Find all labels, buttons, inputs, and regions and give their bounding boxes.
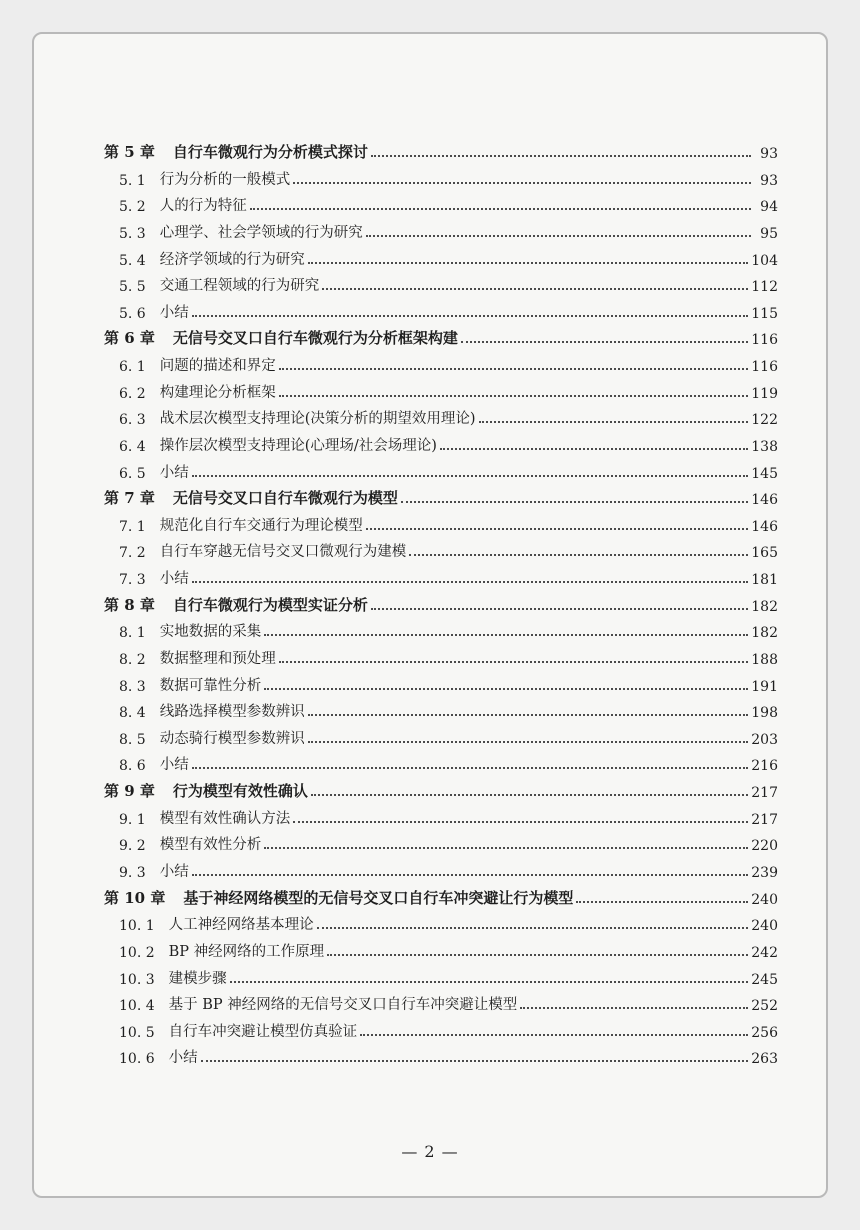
- toc-entry-number: 8. 3: [119, 678, 146, 695]
- dot-leader: [401, 501, 748, 503]
- toc-entry-page: 256: [751, 1024, 778, 1041]
- toc-entry-number: 7. 3: [119, 572, 146, 589]
- toc-entry-title: 线路选择模型参数辨识: [159, 704, 305, 721]
- toc-section-entry[interactable]: [34, 566, 826, 588]
- toc-entry-title: 自行车冲突避让模型仿真验证: [168, 1023, 358, 1040]
- toc-entry-title: 小结: [159, 757, 189, 774]
- toc-section-entry[interactable]: [34, 1045, 826, 1067]
- dot-leader: [279, 395, 749, 397]
- dot-leader: [230, 981, 749, 983]
- dot-leader: [366, 235, 751, 237]
- dot-leader: [311, 794, 748, 796]
- toc-entry-number: 5. 4: [119, 252, 146, 269]
- toc-entry-number: 第 8 章: [104, 595, 155, 614]
- toc-entry-title: 无信号交叉口自行车微观行为分析框架构建: [172, 329, 458, 348]
- toc-section-entry[interactable]: [34, 539, 826, 561]
- toc-entry-page: 94: [760, 199, 778, 216]
- toc-entry-label: [119, 381, 276, 402]
- dot-leader: [264, 847, 748, 849]
- toc-entry-number: 10. 1: [119, 918, 155, 935]
- toc-entry-page: 122: [751, 412, 778, 429]
- toc-entry-number: 5. 5: [119, 279, 146, 296]
- toc-section-entry[interactable]: [34, 646, 826, 668]
- dot-leader: [308, 741, 749, 743]
- toc-entry-number: 8. 4: [119, 705, 146, 722]
- toc-section-entry[interactable]: [34, 406, 826, 428]
- toc-section-entry[interactable]: [34, 300, 826, 322]
- toc-entry-title: 行为分析的一般模式: [159, 171, 291, 188]
- toc-entry-page: 116: [751, 332, 778, 349]
- toc-entry-title: 交通工程领域的行为研究: [159, 278, 320, 295]
- toc-section-entry[interactable]: [34, 966, 826, 988]
- dot-leader: [409, 554, 748, 556]
- toc-chapter-entry[interactable]: [34, 593, 826, 615]
- toc-entry-title: 数据整理和预处理: [159, 650, 276, 667]
- toc-entry-title: 小结: [159, 464, 189, 481]
- toc-entry-title: 自行车微观行为分析模式探讨: [172, 143, 368, 161]
- toc-entry-page: 116: [751, 359, 778, 376]
- dot-leader: [192, 581, 749, 583]
- toc-section-entry[interactable]: [34, 726, 826, 748]
- toc-entry-page: 188: [751, 651, 778, 668]
- toc-section-entry[interactable]: [34, 433, 826, 455]
- toc-entry-number: 第 10 章: [104, 888, 166, 907]
- toc-entry-number: 10. 6: [119, 1051, 155, 1068]
- toc-entry-label: [119, 354, 276, 375]
- toc-section-entry[interactable]: [34, 859, 826, 881]
- toc-entry-title: 基于 BP 神经网络的无信号交叉口自行车冲突避让模型: [168, 997, 518, 1014]
- toc-entry-page: 115: [751, 305, 778, 322]
- dot-leader: [293, 821, 748, 823]
- toc-entry-label: [119, 567, 189, 588]
- toc-entry-label: [119, 461, 189, 482]
- toc-entry-page: 119: [751, 385, 778, 402]
- toc-entry-title: 模型有效性确认方法: [159, 810, 291, 827]
- dot-leader: [192, 315, 749, 317]
- toc-entry-title: 小结: [159, 571, 189, 588]
- toc-entry-title: 操作层次模型支持理论(心理场/社会场理论): [159, 437, 437, 454]
- toc-section-entry[interactable]: [34, 673, 826, 695]
- dot-leader: [576, 901, 748, 903]
- dot-leader: [279, 661, 749, 663]
- toc-entry-label: [119, 913, 314, 934]
- toc-entry-title: 无信号交叉口自行车微观行为模型: [172, 489, 398, 508]
- toc-entry-page: 217: [751, 811, 778, 828]
- toc-entry-title: 战术层次模型支持理论(决策分析的期望效用理论): [159, 411, 476, 428]
- toc-section-entry[interactable]: [34, 220, 826, 242]
- toc-entry-title: 人工神经网络基本理论: [168, 917, 314, 934]
- toc-entry-page: 216: [751, 758, 778, 775]
- toc-entry-number: 5. 2: [119, 199, 146, 216]
- dot-leader: [293, 182, 751, 184]
- toc-entry-label: [119, 647, 276, 668]
- toc-entry-number: 9. 1: [119, 811, 146, 828]
- toc-chapter-entry[interactable]: [34, 886, 826, 908]
- toc-entry-label: [119, 620, 261, 641]
- toc-entry-number: 10. 3: [119, 971, 155, 988]
- dot-leader: [360, 1034, 748, 1036]
- toc-chapter-entry[interactable]: [34, 326, 826, 348]
- toc-entry-label: [119, 807, 290, 828]
- toc-entry-page: 145: [751, 465, 778, 482]
- toc-entry-title: 人的行为特征: [159, 198, 247, 215]
- toc-entry-number: 7. 2: [119, 545, 146, 562]
- toc-entry-page: 198: [751, 705, 778, 722]
- toc-entry-page: 93: [760, 146, 778, 162]
- document-page: [32, 32, 828, 1198]
- toc-entry-title: 行为模型有效性确认: [172, 782, 308, 801]
- toc-section-entry[interactable]: [34, 832, 826, 854]
- toc-section-entry[interactable]: [34, 247, 826, 269]
- toc-section-entry[interactable]: [34, 619, 826, 641]
- toc-entry-number: 6. 1: [119, 359, 146, 376]
- dot-leader: [264, 688, 748, 690]
- toc-entry-page: 240: [751, 918, 778, 935]
- toc-entry-number: 10. 2: [119, 944, 155, 961]
- toc-entry-title: 模型有效性分析: [159, 837, 262, 854]
- toc-entry-label: [104, 327, 458, 348]
- toc-entry-label: [119, 407, 476, 428]
- toc-entry-number: 5. 3: [119, 225, 146, 242]
- toc-entry-number: 9. 3: [119, 865, 146, 881]
- toc-entry-page: 263: [751, 1051, 778, 1068]
- toc-entry-number: 第 6 章: [104, 329, 155, 348]
- toc-entry-page: 239: [751, 865, 778, 881]
- toc-entry-label: [119, 434, 437, 455]
- toc-entry-page: 146: [751, 518, 778, 535]
- toc-entry-label: [119, 674, 261, 695]
- toc-entry-page: 181: [751, 572, 778, 589]
- toc-entry-page: 112: [751, 279, 778, 296]
- toc-chapter-entry[interactable]: [34, 140, 826, 162]
- dot-leader: [520, 1007, 748, 1009]
- toc-entry-label: [119, 727, 305, 748]
- toc-entry-label: [119, 514, 363, 535]
- toc-entry-title: 小结: [159, 304, 189, 321]
- dot-leader: [250, 208, 751, 210]
- toc-entry-page: 182: [751, 598, 778, 615]
- dot-leader: [279, 368, 749, 370]
- toc-entry-page: 146: [751, 492, 778, 509]
- dot-leader: [461, 341, 748, 343]
- dot-leader: [371, 155, 751, 157]
- toc-entry-page: 220: [751, 838, 778, 855]
- toc-section-entry[interactable]: [34, 752, 826, 774]
- toc-entry-number: 5. 6: [119, 305, 146, 322]
- toc-entry-label: [119, 940, 324, 961]
- dot-leader: [308, 714, 749, 716]
- toc-entry-label: [119, 700, 305, 721]
- toc-entry-label: [119, 168, 290, 189]
- toc-entry-label: [119, 221, 363, 242]
- toc-entry-title: 小结: [159, 864, 189, 880]
- toc-section-entry[interactable]: [34, 353, 826, 375]
- toc-section-entry[interactable]: [34, 992, 826, 1014]
- dot-leader: [201, 1060, 749, 1062]
- toc-section-entry[interactable]: [34, 380, 826, 402]
- toc-entry-label: [119, 194, 247, 215]
- toc-chapter-entry[interactable]: [34, 779, 826, 801]
- toc-entry-number: 6. 5: [119, 465, 146, 482]
- dot-leader: [371, 608, 748, 610]
- toc-entry-number: 6. 3: [119, 412, 146, 429]
- toc-entry-title: 心理学、社会学领域的行为研究: [159, 224, 363, 241]
- toc-entry-page: 95: [760, 225, 778, 242]
- toc-entry-page: 240: [751, 891, 778, 908]
- toc-entry-page: 182: [751, 625, 778, 642]
- toc-entry-label: [119, 833, 261, 854]
- toc-entry-title: 建模步骤: [168, 970, 227, 987]
- toc-entry-title: 动态骑行模型参数辨识: [159, 730, 305, 747]
- toc-entry-number: 7. 1: [119, 518, 146, 535]
- toc-entry-label: [119, 753, 189, 774]
- toc-entry-number: 8. 2: [119, 651, 146, 668]
- dot-leader: [192, 475, 749, 477]
- dot-leader: [192, 874, 749, 876]
- toc-entry-title: 自行车微观行为模型实证分析: [172, 595, 368, 614]
- toc-section-entry[interactable]: [34, 273, 826, 295]
- toc-entry-number: 第 9 章: [104, 782, 155, 801]
- dot-leader: [264, 634, 748, 636]
- toc-section-entry[interactable]: [34, 460, 826, 482]
- toc-entry-page: 217: [751, 785, 778, 802]
- toc-entry-label: [119, 301, 189, 322]
- toc-entry-title: 问题的描述和界定: [159, 358, 276, 375]
- toc-entry-title: 经济学领域的行为研究: [159, 251, 305, 268]
- dot-leader: [327, 954, 748, 956]
- toc-chapter-entry[interactable]: [34, 486, 826, 508]
- toc-entry-page: 165: [751, 545, 778, 562]
- toc-entry-title: 数据可靠性分析: [159, 677, 262, 694]
- dot-leader: [366, 528, 749, 530]
- page-number: — 2 —: [401, 1142, 459, 1161]
- toc-entry-label: [119, 993, 517, 1014]
- toc-entry-page: 203: [751, 731, 778, 748]
- toc-entry-number: 9. 2: [119, 838, 146, 855]
- toc-section-entry[interactable]: [34, 806, 826, 828]
- dot-leader: [440, 448, 748, 450]
- toc-entry-label: [119, 860, 189, 881]
- toc-entry-page: 252: [751, 998, 778, 1015]
- toc-section-entry[interactable]: [34, 193, 826, 215]
- toc-entry-label: [104, 487, 398, 508]
- toc-entry-number: 第 5 章: [104, 143, 155, 161]
- toc-entry-label: [119, 967, 227, 988]
- toc-entry-label: [119, 274, 319, 295]
- toc-entry-label: [119, 540, 406, 561]
- toc-entry-number: 第 7 章: [104, 489, 155, 508]
- toc-entry-title: 基于神经网络模型的无信号交叉口自行车冲突避让行为模型: [183, 888, 574, 907]
- toc-entry-title: 自行车穿越无信号交叉口微观行为建模: [159, 544, 407, 561]
- toc-entry-page: 242: [751, 944, 778, 961]
- toc-entry-title: 实地数据的采集: [159, 624, 262, 641]
- toc-section-entry[interactable]: [34, 699, 826, 721]
- toc-entry-number: 6. 2: [119, 385, 146, 402]
- dot-leader: [317, 927, 749, 929]
- toc-section-entry[interactable]: [34, 167, 826, 189]
- toc-entry-page: 93: [760, 172, 778, 189]
- toc-entry-label: [119, 1020, 357, 1041]
- toc-entry-number: 10. 5: [119, 1024, 155, 1041]
- toc-entry-number: 6. 4: [119, 438, 146, 455]
- toc-entry-title: BP 神经网络的工作原理: [168, 943, 325, 960]
- toc-entry-title: 规范化自行车交通行为理论模型: [159, 517, 363, 534]
- toc-entry-number: 8. 1: [119, 625, 146, 642]
- toc-entry-page: 138: [751, 438, 778, 455]
- dot-leader: [192, 767, 749, 769]
- dot-leader: [322, 288, 748, 290]
- toc-entry-number: 8. 5: [119, 731, 146, 748]
- toc-entry-label: [104, 887, 573, 908]
- toc-section-entry[interactable]: [34, 912, 826, 934]
- toc-section-entry[interactable]: [34, 939, 826, 961]
- dot-leader: [308, 262, 749, 264]
- toc-entry-label: [119, 1046, 198, 1067]
- toc-entry-number: 5. 1: [119, 172, 146, 189]
- toc-entry-label: [104, 594, 368, 615]
- toc-entry-page: 104: [751, 252, 778, 269]
- toc-entry-page: 245: [751, 971, 778, 988]
- toc-section-entry[interactable]: [34, 513, 826, 535]
- toc-entry-title: 构建理论分析框架: [159, 384, 276, 401]
- toc-entry-label: [104, 780, 308, 801]
- toc-entry-label: [104, 141, 368, 162]
- toc-entry-page: 191: [751, 678, 778, 695]
- toc-section-entry[interactable]: [34, 1019, 826, 1041]
- toc-entry-number: 8. 6: [119, 758, 146, 775]
- toc-entry-number: 10. 4: [119, 998, 155, 1015]
- toc-entry-label: [119, 248, 305, 269]
- dot-leader: [479, 421, 749, 423]
- toc-entry-title: 小结: [168, 1050, 198, 1067]
